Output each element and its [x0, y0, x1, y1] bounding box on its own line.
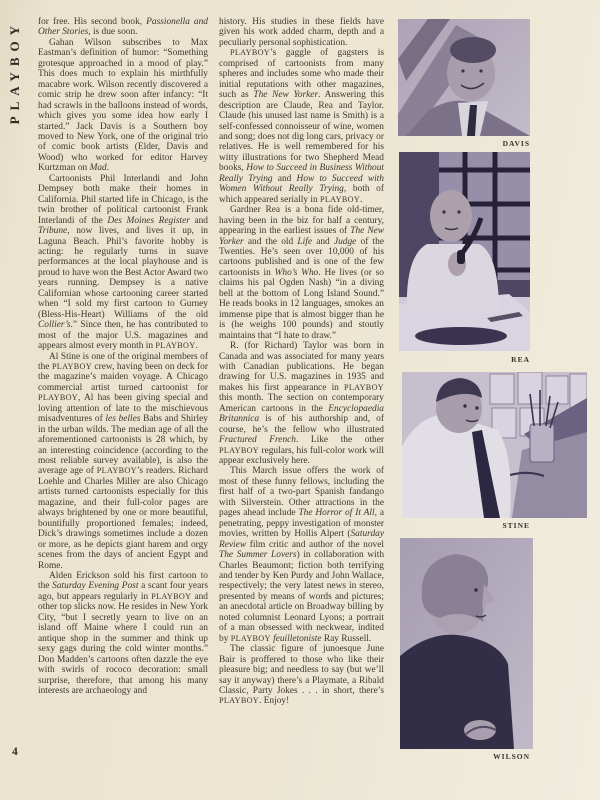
rea-portrait-illustration — [399, 152, 530, 351]
text-column-right — [219, 17, 384, 707]
photo-caption-stine: STINE — [502, 521, 530, 530]
photo-stine — [402, 372, 587, 518]
stine-portrait-illustration — [402, 372, 587, 518]
paragraph: This March issue offers the work of most of these funny fellows, including the first half of a two-part Spanish fandango with Silverstein. Other attractions in the pages ahead include The Horror of It All, a penetrating, peppy investigation of monster movies, written by Hollis Alpert (Saturday Review film critic and author of the novel The Summer Lovers) in collaboration with Charles Beaumont; fiction both terrifying and tender by Ken Purdy and John Wallace, respectively; the very latest news in stereo, presented by means of words and pictures; an anecdotal article on Broadway billing by noted columnist Leonard Lyons; a portrait of a man obsessed with neckwear, indited by PLAYBOY feuilletoniste Ray Russell. — [219, 466, 385, 644]
paragraph: Gahan Wilson subscribes to Max Eastman’s definition of humor: “Something grotesque approached in a mood of play.” This does much to explain his mirthfully macabre work. Wilson recently discovered a comic strip he drew soon after infancy: “It had scrawls in the balloons instead of words, which gives you some idea how early I started.” Jack Davis is a Southern boy moved to New York, one of the original trio of comic book artists (Elder, Davis and Wood) who worked for editor Harvey Kurtzman on Mad. — [38, 37, 208, 174]
paragraph: R. (for Richard) Taylor was born in Canada and was associated for many years with Canadian publications. He began drawing for U.S. magazines in 1935 and makes his first appearance in PLAYBOY this month. The section on contemporary American cartoons in the Encyclopaedia Britannica is of his authorship and, of course, he’s the fellow who illustrated Fractured French. Like the other PLAYBOY regulars, his full-color work will appear exclusively here. — [219, 341, 384, 467]
paragraph: history. His studies in these fields have given his work added charm, depth and a peculiarly personal sophistication. — [219, 17, 384, 48]
magazine-spine-title: PLAYBOY — [7, 20, 22, 125]
page-number: 4 — [12, 746, 18, 758]
text-column-left — [38, 17, 208, 696]
photo-davis — [398, 19, 530, 136]
paragraph: Cartoonists Phil Interlandi and John Dempsey both make their homes in California. Phil started life in Chicago, is the twin brother of political cartoonist Frank Interlandi of the Des Moines Register and Tribune, now lives, and lives it up, in Laguna Beach. Phil’s favorite hobby is acting: he regularly turns in suave performances at the local playhouse and is proud to have won the Best Actor Award two years running. Dempsey is a native Californian whose cartooning career started when “I sold my first cartoon to Gurney (Bless-His-Heart) Williams of the old Collier’s.” Since then, he has contributed to most of the major U.S. magazines and appears almost every month in PLAYBOY. — [38, 173, 208, 352]
paragraph: PLAYBOY’s gaggle of gagsters is comprised of cartoonists from many spheres and includes some who made their initial reputations with other magazines, such as The New Yorker. Answering this description are Claude, Rea and Taylor. Claude (his unused last name is Smith) is a self-confessed connoisseur of wine, women and song; does not dig long cars, privacy or relatives. He is well remembered for his witty illustrations for two Shepherd Mead books, How to Succeed in Business Without Really Trying and How to Succeed with Women Without Really Trying, both of which appeared serially in PLAYBOY. — [219, 48, 385, 205]
davis-portrait-illustration — [398, 19, 530, 136]
paragraph: for free. His second book, Passionella and Other Stories, is due soon. — [38, 17, 208, 38]
photo-caption-wilson: WILSON — [493, 752, 530, 761]
wilson-portrait-illustration — [400, 538, 533, 749]
paragraph: Gardner Rea is a bona fide old-timer, having been in the biz for half a century, appearing in the earliest issues of The New Yorker and the old Life and Judge of the Twenties. He’s seen over 10,000 of his cartoons published and is one of the few cartoonists in Who’s Who. He lives (or so claims his pal Ogden Nash) “in a diving bell at the bottom of Long Island Sound.” He reads books in 12 languages, smokes an immense pipe that is almost bigger than he is (he weighs 100 pounds) and stoutly maintains that “I hate to draw.” — [219, 205, 385, 341]
photo-caption-rea: REA — [511, 355, 530, 364]
photo-rea — [399, 152, 530, 351]
photo-wilson — [400, 538, 533, 749]
photo-caption-davis: DAVIS — [502, 139, 530, 148]
paragraph: The classic figure of junoesque June Bair is proffered to those who like their pleasure big; and needless to say (but we’ll say it anyway) there’s a Playmate, a Ribald Classic, Party Jokes . . . in short, there’s PLAYBOY. Enjoy! — [219, 644, 384, 707]
paragraph: Alden Erickson sold his first cartoon to the Saturday Evening Post a scant four years ago, but appears regularly in PLAYBOY and other top slicks now. He resides in New York City, “but I secretly yearn to live on an island off Maine where I could run an antique shop in the summer and think up sexy gags during the cold winter months.” Don Madden’s cartoons often dazzle the eye with swirls of rococo decoration: small surprise, therefore, that among his many interests are archaeology and — [38, 571, 208, 696]
paragraph: Al Stine is one of the original members of the PLAYBOY crew, having been on deck for the magazine’s maiden voyage. A Chicago commercial artist turned cartoonist for PLAYBOY, Al has been giving special and loving attention of late to the mischievous misadventures of les belles Babs and Shirley in the urban wilds. The median age of all the aforementioned cartoonists is 28 which, by an interesting coincidence (according to the most reliable survey available), is also the average age of PLAYBOY’s readers. Richard Loehle and Charles Miller are also Chicago artists turned cartoonists especially for this magazine, and their full-color pages are always brightened by one or more beautiful, bountifully proportioned females; indeed, Dick’s drawings sometimes include a dozen or more, as he depicts giant harem and orgy scenes from the days of ancient Egypt and Rome. — [38, 351, 208, 571]
